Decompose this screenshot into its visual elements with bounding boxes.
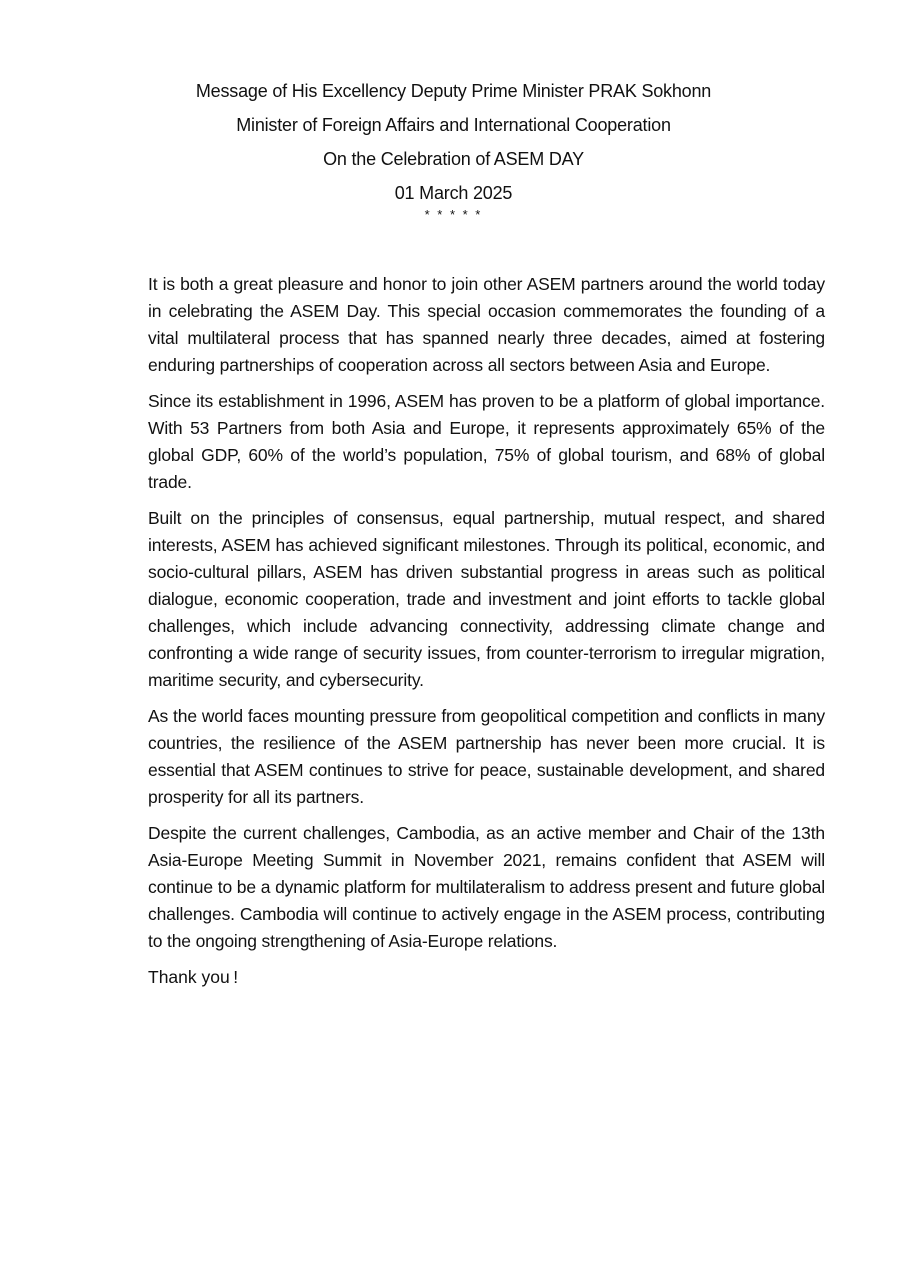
document-header <box>0 74 907 222</box>
header-date: 01 March 2025 <box>394 183 513 203</box>
header-title: Message of His Excellency Deputy Prime Minister PRAK Sokhonn <box>195 81 712 101</box>
paragraph-resilience: As the world faces mounting pressure from geopolitical competition and conflicts in many countries, the resilience of the ASEM partnership has never been more crucial. It is essential that ASEM continues to strive for peace, sustainable development, and shared prosperity for all its partners. <box>148 706 825 807</box>
header-occasion: On the Celebration of ASEM DAY <box>323 149 584 169</box>
closing-thanks: Thank you ! <box>148 967 239 987</box>
paragraph-principles: Built on the principles of consensus, equal partnership, mutual respect, and shared interests, ASEM has achieved significant milestones. Through its political, economic, and socio-cultural pillars, ASEM has driven substantial progress in areas such as political dialogue, economic cooperation, trade and investment and joint efforts to tackle global challenges, which include advancing connectivity, addressing climate change and confronting a wide range of security issues, from counter-terrorism to irregular migration, maritime security, and cybersecurity. <box>148 508 825 690</box>
header-separator: * * * * * <box>424 207 483 222</box>
header-ministry: Minister of Foreign Affairs and International Cooperation <box>236 115 671 135</box>
paragraph-establishment: Since its establishment in 1996, ASEM has proven to be a platform of global importance. With 53 Partners from both Asia and Europe, it represents approximately 65% of the global GDP, 60% of the world’s population, 75% of global tourism, and 68% of global trade. <box>148 391 825 492</box>
paragraph-cambodia: Despite the current challenges, Cambodia, as an active member and Chair of the 13th Asia-Europe Meeting Summit in November 2021, remains confident that ASEM will continue to be a dynamic platform for multilateralism to address present and future global challenges. Cambodia will continue to actively engage in the ASEM process, contributing to the ongoing strengthening of Asia-Europe relations. <box>148 823 825 951</box>
document-body <box>148 271 825 991</box>
paragraph-intro: It is both a great pleasure and honor to join other ASEM partners around the world today in celebrating the ASEM Day. This special occasion commemorates the founding of a vital multilateral process that has spanned nearly three decades, aimed at fostering enduring partnerships of cooperation across all sectors between Asia and Europe. <box>148 274 825 375</box>
